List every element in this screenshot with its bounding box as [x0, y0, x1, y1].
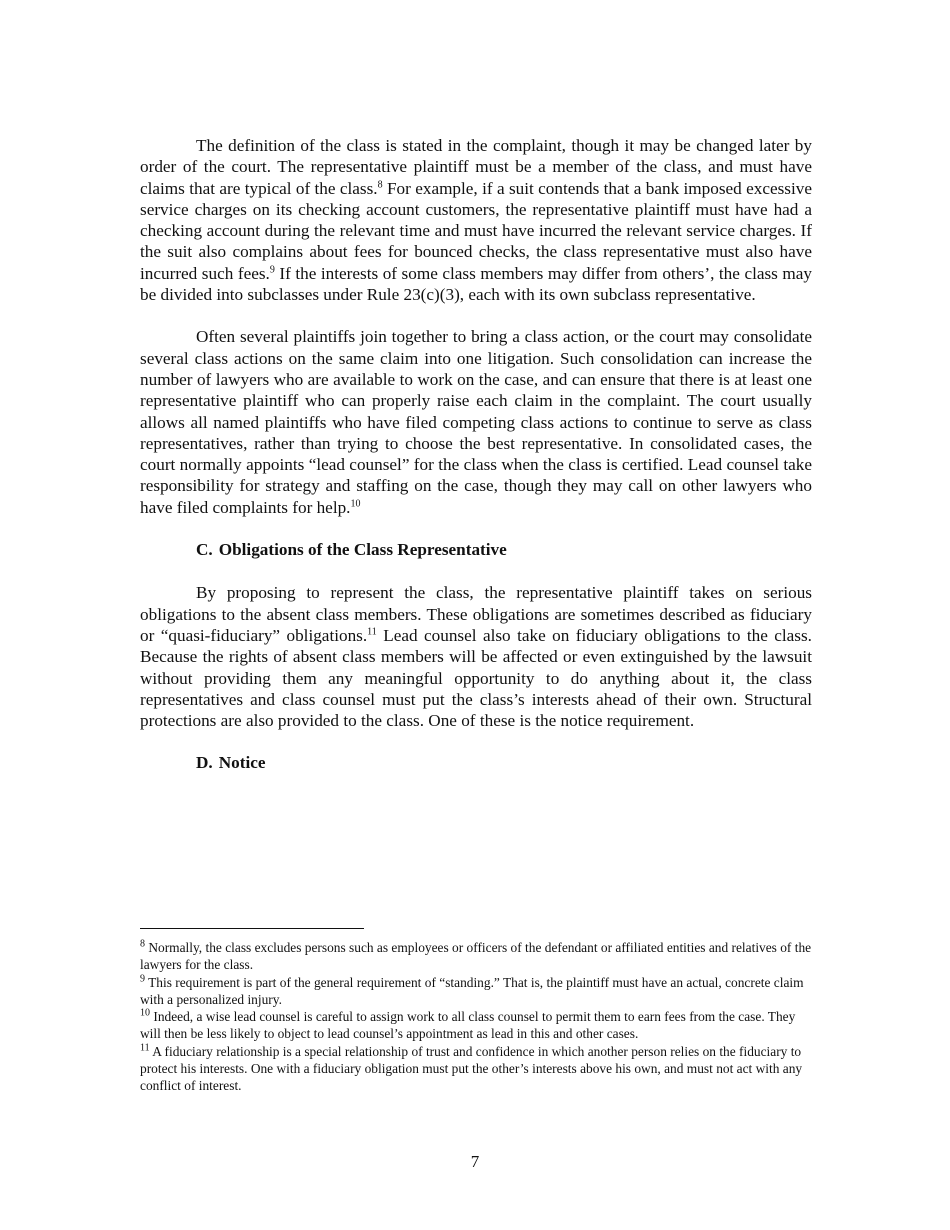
section-heading-c: [196, 539, 812, 560]
footnote-number: 10: [140, 1007, 150, 1019]
document-body: [140, 135, 812, 796]
footnote-ref-9[interactable]: 9: [269, 264, 275, 276]
paragraph-text: If the interests of some class members may differ from others’, the class may be divided into subclasses under Rule 23(c)(3), each with its own subclass representative.: [140, 263, 812, 305]
footnote-text: Indeed, a wise lead counsel is careful to assign work to all class counsel to permit them to earn fees from the case. They will then be less likely to object to lead counsel’s appointment as lead in this and other cases.: [140, 1009, 796, 1042]
paragraph-consolidation: [140, 326, 812, 518]
section-heading-d: [196, 752, 812, 773]
footnotes-section: [140, 928, 812, 1095]
footnote-text: Normally, the class excludes persons such as employees or officers of the defendant or affiliated entities and relatives of the lawyers for the class.: [140, 940, 812, 973]
paragraph-text: By proposing to represent the class, the representative plaintiff takes on serious obligations to the absent class members. These obligations are sometimes described as fiduciary or “quasi-fiduciary” obligations.: [140, 583, 812, 645]
section-label: D.: [196, 753, 213, 773]
footnote-11: [140, 1043, 812, 1095]
paragraph-obligations: [140, 582, 812, 731]
footnote-number: 11: [140, 1042, 150, 1054]
paragraph-class-definition: [140, 135, 812, 305]
paragraph-text: Lead counsel also take on fiduciary obligations to the class. Because the rights of absent class members will be affected or even extinguished by the lawsuit without providing them any meaningful opportunity to do anything about it, the class representatives and class counsel must put the class’s interests ahead of their own. Structural protections are also provided to the class. One of these is the notice requirement.: [140, 625, 812, 731]
footnote-text: This requirement is part of the general requirement of “standing.” That is, the plaintiff must have an actual, concrete claim with a personalized injury.: [140, 974, 804, 1007]
footnote-ref-8[interactable]: 8: [377, 178, 383, 190]
footnote-ref-10[interactable]: 10: [350, 498, 361, 510]
footnote-text: A fiduciary relationship is a special relationship of trust and confidence in which another person relies on the fiduciary to protect his interests. One with a fiduciary obligation must put the other’s interests above his own, and must not act with any conflict of interest.: [140, 1043, 803, 1094]
section-title: Obligations of the Class Representative: [218, 540, 507, 560]
footnote-ref-11[interactable]: 11: [367, 626, 377, 638]
paragraph-text: For example, if a suit contends that a bank imposed excessive service charges on its checking account customers, the representative plaintiff must have had a checking account during the relevant time and must have incurred the relevant service charges. If the suit also complains about fees for bounced checks, the class representative must also have incurred such fees.: [140, 178, 812, 283]
footnote-10: [140, 1008, 812, 1043]
page-number: 7: [470, 1152, 480, 1171]
footnote-8: [140, 939, 812, 974]
footnote-number: 9: [140, 973, 145, 985]
footnote-divider: [140, 928, 364, 929]
footnote-9: [140, 974, 812, 1009]
paragraph-text: Often several plaintiffs join together to bring a class action, or the court may consolidate several class actions on the same claim into one litigation. Such consolidation can increase the number of lawyers who are available to work on the case, and can ensure that there is at least one representative plaintiff who can properly raise each claim in the complaint. The court usually allows all named plaintiffs who have filed competing class actions to continue to serve as class representatives, rather than trying to choose the best representative. In consolidated cases, the court normally appoints “lead counsel” for the class when the class is certified. Lead counsel take responsibility for strategy and staffing on the case, though they may call on other lawyers who have filed complaints for help.: [140, 327, 812, 517]
section-title: Notice: [218, 753, 266, 773]
paragraph-text: The definition of the class is stated in the complaint, though it may be changed later by order of the court. The representative plaintiff must be a member of the class, and must have claims that are typical of the class.: [140, 136, 812, 198]
footnote-number: 8: [140, 938, 145, 950]
section-label: C.: [196, 540, 213, 560]
